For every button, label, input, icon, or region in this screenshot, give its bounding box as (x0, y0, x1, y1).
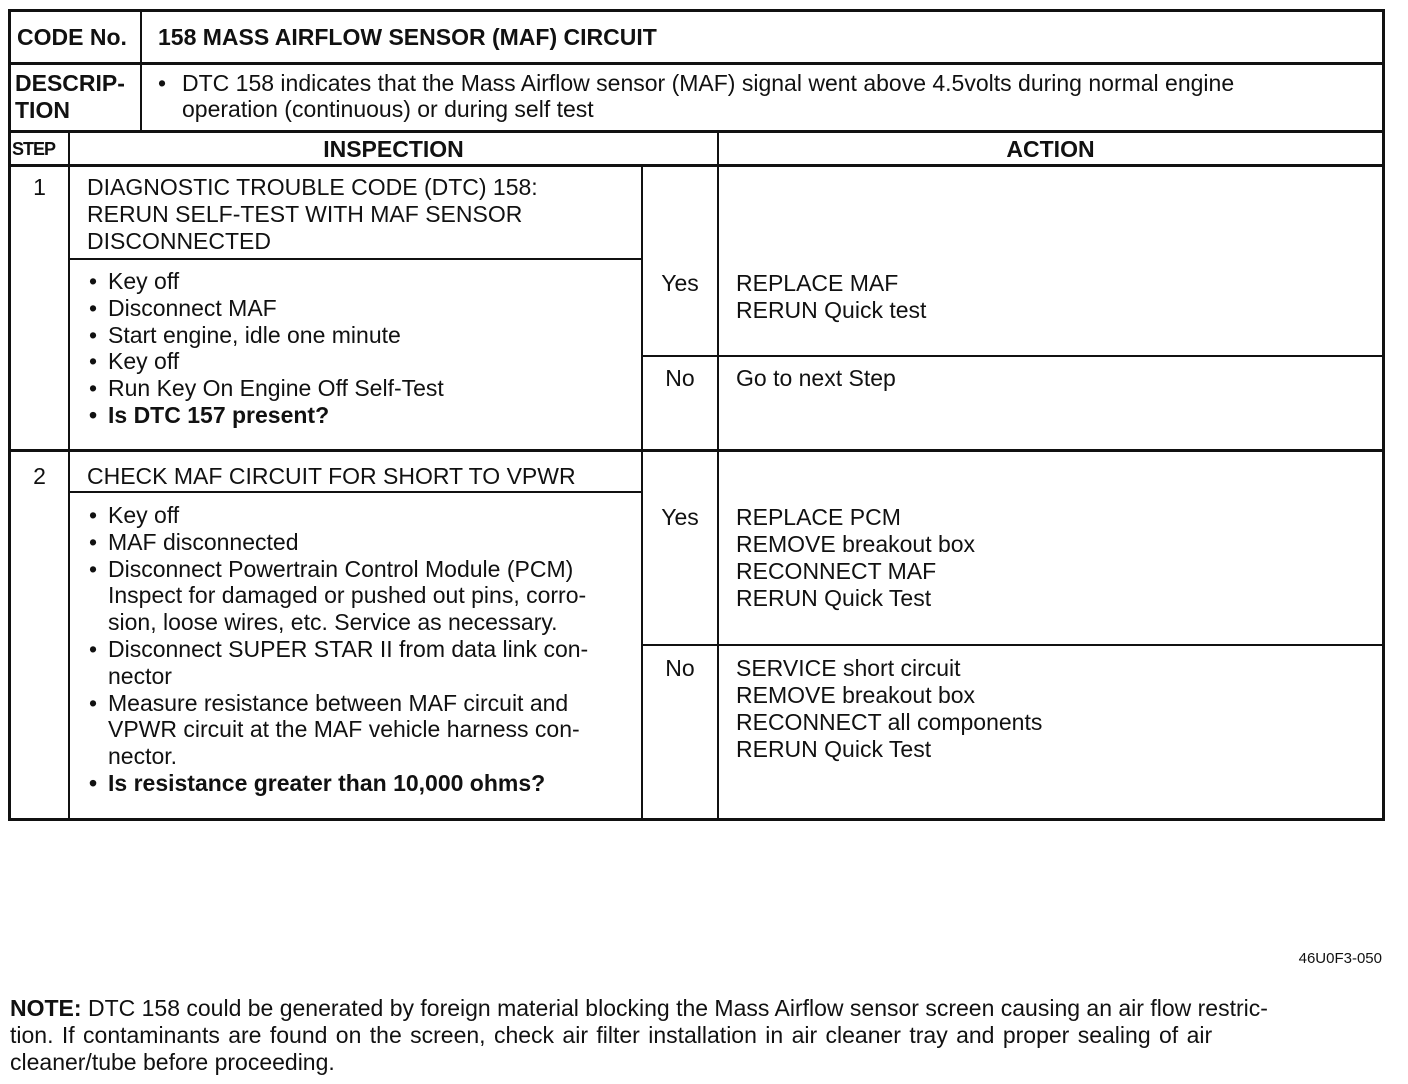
table-border-bottom (8, 818, 1385, 821)
inspection-bullet-measure (87, 690, 588, 770)
rule-step-divider (68, 131, 70, 821)
bullet-line: • Disconnect Powertrain Control Module (PCM) (108, 555, 574, 582)
bullet-line: VPWR circuit at the MAF vehicle harness con- (108, 716, 580, 743)
action-line: Go to next Step (736, 365, 896, 391)
yes-label: Yes (661, 270, 699, 296)
no-actions (736, 655, 1042, 763)
rule-step2-title (69, 491, 642, 493)
inspection-bullets (87, 502, 588, 797)
bullet-line: sion, loose wires, etc. Service as necessary. (108, 609, 558, 636)
bullet-line: • Disconnect SUPER STAR II from data link con- (108, 635, 589, 662)
table-border-top (8, 9, 1385, 12)
inspection-bullets (87, 268, 444, 429)
inspection-question: • Is resistance greater than 10,000 ohms? (87, 770, 588, 797)
rule-step2-yes-no (641, 644, 1385, 646)
inspection-bullet-star (87, 636, 588, 690)
description-text-2: operation (continuous) or during self test (182, 96, 594, 122)
action-line: RERUN Quick test (736, 297, 927, 323)
action-line: SERVICE short circuit (736, 655, 961, 681)
description-text-1: DTC 158 indicates that the Mass Airflow sensor (MAF) signal went above 4.5volts during normal engine (182, 70, 1235, 96)
action-line: REPLACE MAF (736, 270, 899, 296)
code-title: 158 MASS AIRFLOW SENSOR (MAF) CIRCUIT (158, 24, 657, 50)
note-line: cleaner/tube before proceeding. (10, 1049, 335, 1075)
inspection-bullet-pcm (87, 556, 588, 636)
inspection-bullet: • Key off (87, 348, 444, 375)
bullet-line: nector. (108, 743, 178, 770)
action-line: RECONNECT all components (736, 709, 1043, 735)
description-bullet: • (158, 70, 167, 96)
action-line: REMOVE breakout box (736, 682, 976, 708)
column-head-inspection: INSPECTION (323, 136, 464, 162)
step-title-line: RERUN SELF-TEST WITH MAF SENSOR (87, 201, 523, 227)
column-head-step: STEP (12, 139, 56, 159)
note-label: NOTE: (10, 995, 82, 1021)
description-label-2: TION (15, 97, 70, 123)
step-title-line: DISCONNECTED (87, 228, 272, 254)
inspection-bullet: • MAF disconnected (87, 529, 588, 556)
rule-under-description (8, 130, 1385, 133)
no-actions (736, 365, 896, 392)
action-line: RECONNECT MAF (736, 558, 937, 584)
rule-step1-yes-no (641, 355, 1385, 357)
action-line: REPLACE PCM (736, 504, 901, 530)
inspection-bullet: • Run Key On Engine Off Self-Test (87, 375, 444, 402)
yes-label: Yes (661, 504, 699, 530)
description-label-1: DESCRIP- (15, 70, 125, 96)
inspection-bullet: • Start engine, idle one minute (87, 322, 444, 349)
action-line: REMOVE breakout box (736, 531, 976, 557)
no-label: No (665, 655, 695, 681)
code-label: CODE No. (17, 24, 127, 50)
rule-under-code (8, 62, 1385, 65)
yes-actions (736, 504, 975, 612)
yes-actions (736, 270, 926, 324)
step-number: 2 (33, 463, 46, 489)
action-line: RERUN Quick Test (736, 585, 932, 611)
action-line: RERUN Quick Test (736, 736, 932, 762)
bullet-line: • Measure resistance between MAF circuit and (108, 689, 569, 716)
rule-yesno-divider (641, 165, 643, 821)
rule-between-steps (8, 449, 1385, 452)
step-title: CHECK MAF CIRCUIT FOR SHORT TO VPWR (87, 463, 576, 489)
rule-under-column-heads (8, 164, 1385, 167)
inspection-bullet: • Disconnect MAF (87, 295, 444, 322)
rule-step1-title (69, 258, 642, 260)
inspection-bullet: • Key off (87, 502, 588, 529)
note-text: DTC 158 could be generated by foreign material blocking the Mass Airflow sensor screen causing an air flow restric- (87, 995, 1268, 1021)
inspection-bullet: • Key off (87, 268, 444, 295)
column-head-action: ACTION (1006, 136, 1095, 162)
no-label: No (665, 365, 695, 391)
bullet-line: nector (108, 662, 172, 689)
rule-action-divider (717, 131, 719, 821)
note-line (10, 995, 1382, 1022)
note-line: tion. If contaminants are found on the screen, check air filter installation in air cleaner tray and proper sealing of air (10, 1022, 1213, 1048)
figure-id: 46U0F3-050 (1298, 950, 1382, 967)
bullet-line: Inspect for damaged or pushed out pins, corro- (108, 582, 587, 609)
step-title (87, 174, 538, 255)
note-paragraph (10, 995, 1382, 1076)
inspection-question: • Is DTC 157 present? (87, 402, 444, 429)
step-title-line: DIAGNOSTIC TROUBLE CODE (DTC) 158: (87, 174, 538, 200)
rule-code-divider (140, 9, 142, 131)
step-number: 1 (33, 174, 46, 200)
